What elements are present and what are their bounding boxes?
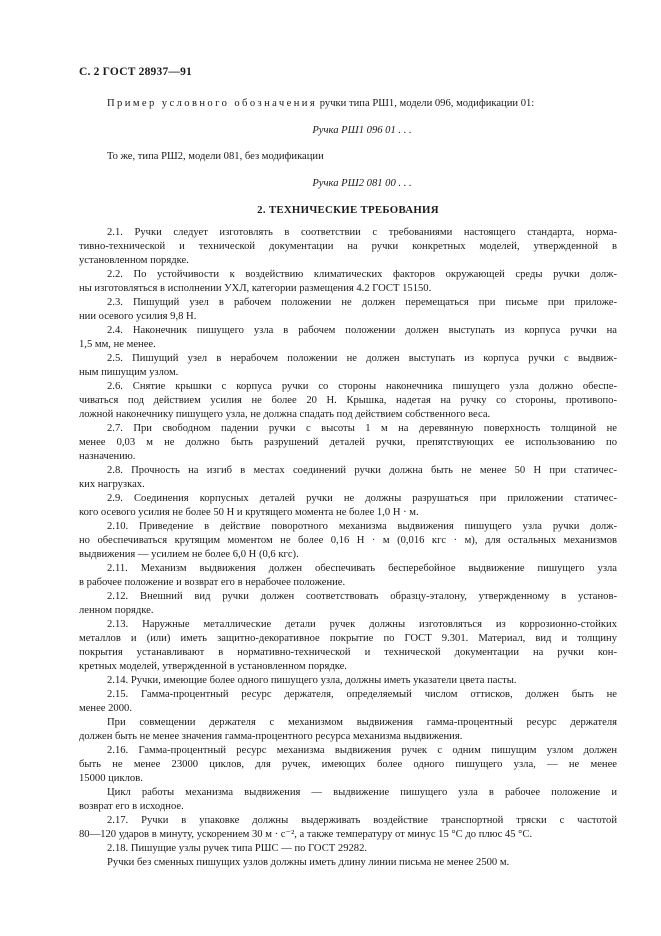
text-line: 2.4. Наконечник пишущего узла в рабочем положении должен выступать из корпуса ручки на: [107, 325, 617, 336]
text-line: 80—120 ударов в минуту, ускорением 30 м · с⁻², а также температуру от минус 15 °С до плюс 45 °С.: [79, 829, 533, 840]
text-line: нии осевого усилия 9,8 Н.: [79, 311, 197, 322]
text-line: 2.1. Ручки следует изготовлять в соответствии с требованиями настоящего стандарта, норма-: [107, 227, 617, 238]
text-line: ленном порядке.: [79, 605, 154, 616]
text-line: 1,5 мм, не менее.: [79, 339, 156, 350]
text-line: тивно-технической и технической документации на ручки конкретных моделей, утвержденной в: [79, 241, 617, 252]
text-line: металлов и (или) иметь защитно-декоративное покрытие по ГОСТ 9.301. Материал, вид и толщину: [79, 633, 617, 644]
text-line: 2.6. Снятие крышки с корпуса ручки со стороны наконечника пишущего узла должно обеспе-: [107, 381, 617, 392]
text-line: должен быть не менее значения гамма-процентного ресурса механизма выдвижения.: [79, 731, 463, 742]
text-line: менее 2000.: [79, 703, 132, 714]
same-line: То же, типа РШ2, модели 081, без модификации: [107, 151, 324, 162]
text-line: чиваться под действием усилия не более 20 Н. Крышка, надетая на ручку со стороны, противопо-: [79, 395, 617, 406]
text-line: 2.7. При свободном падении ручки с высоты 1 м на деревянную поверхность толщиной не: [107, 423, 617, 434]
text-line: 2.9. Соединения корпусных деталей ручки не должны разрушаться при приложении статичес-: [107, 493, 617, 504]
page-header: С. 2 ГОСТ 28937—91: [79, 66, 192, 78]
section-title: 2. ТЕХНИЧЕСКИЕ ТРЕБОВАНИЯ: [257, 204, 439, 216]
text-line: менее 0,03 м не должно быть разрушений деталей ручки, препятствующих ее использованию по: [79, 437, 617, 448]
text-line: 2.8. Прочность на изгиб в местах соединений ручки должна быть не менее 50 Н при статичес-: [107, 465, 617, 476]
example-rest: ручки типа РШ1, модели 096, модификации 01:: [317, 98, 535, 109]
text-line: в рабочее положение и возврат его в нерабочее положение.: [79, 577, 346, 588]
text-line: установленном порядке.: [79, 255, 189, 266]
text-line: Ручки без сменных пишущих узлов должны иметь длину линии письма не менее 2500 м.: [107, 857, 510, 868]
text-line: ложной наконечнику пишущего узла, не должна спадать под действием собственного веса.: [79, 409, 491, 420]
text-line: 2.11. Механизм выдвижения должен обеспечивать бесперебойное выдвижение пишущего узла: [107, 563, 617, 574]
text-line: 2.15. Гамма-процентный ресурс держателя, определяемый числом оттисков, должен быть не: [107, 689, 617, 700]
text-line: кретных моделей, утвержденной в установленном порядке.: [79, 661, 347, 672]
text-line: 2.17. Ручки в упаковке должны выдерживать воздействие транспортной тряски с частотой: [107, 815, 617, 826]
text-line: 2.13. Наружные металлические детали ручек должны изготовляться из коррозионно-стойких: [107, 619, 617, 630]
text-line: 2.2. По устойчивости к воздействию климатических факторов окружающей среды ручки долж-: [107, 269, 617, 280]
text-line: 2.16. Гамма-процентный ресурс механизма выдвижения ручек с одним пишущим узлом должен: [107, 745, 617, 756]
example-spaced-label: Пример условного обозначения: [107, 98, 318, 109]
designation-1: Ручка РШ1 096 01 . . .: [312, 125, 412, 136]
text-line: покрытия устанавливают в нормативно-технической и технической документации на ручки кон-: [79, 647, 617, 658]
text-line: 2.10. Приведение в действие поворотного механизма выдвижения пишущего узла ручки долж-: [107, 521, 617, 532]
text-line: назначению.: [79, 451, 136, 462]
text-line: ны изготовляться в исполнении УХЛ, категории размещения 4.2 ГОСТ 15150.: [79, 283, 432, 294]
text-line: кого осевого усилия не более 50 Н и крутящего момента не более 1,0 Н · м.: [79, 507, 419, 518]
text-line: Цикл работы механизма выдвижения — выдвижение пишущего узла в рабочее положение и: [107, 787, 617, 798]
text-line: 2.12. Внешний вид ручки должен соответствовать образцу-эталону, утвержденному в установ-: [107, 591, 617, 602]
text-line: ным пишущим узлом.: [79, 367, 179, 378]
text-line: При совмещении держателя с механизмом выдвижения гамма-процентный ресурс держателя: [107, 717, 617, 728]
text-line: быть не менее 23000 циклов, для ручек, имеющих более одного пишущего узла, — не менее: [79, 759, 617, 770]
text-line: выдвижения — усилием не более 6,0 Н (0,6 кгс).: [79, 549, 299, 560]
text-line: но обеспечиваться крутящим моментом не более 0,16 Н · м (0,016 кгс · м), для остальных механизмов: [79, 535, 617, 546]
text-line: 2.5. Пишущий узел в нерабочем положении не должен выступать из корпуса ручки с выдвиж-: [107, 353, 617, 364]
designation-2: Ручка РШ2 081 00 . . .: [312, 178, 412, 189]
text-line: 2.3. Пишущий узел в рабочем положении не должен перемещаться при письме при приложе-: [107, 297, 617, 308]
example-line: [107, 99, 534, 110]
text-line: возврат его в исходное.: [79, 801, 184, 812]
text-line: 15000 циклов.: [79, 773, 143, 784]
text-line: ких нагрузках.: [79, 479, 145, 490]
text-line: 2.14. Ручки, имеющие более одного пишущего узла, должны иметь указатели цвета пасты.: [107, 675, 517, 686]
text-line: 2.18. Пишущие узлы ручек типа РШС — по ГОСТ 29282.: [107, 843, 368, 854]
